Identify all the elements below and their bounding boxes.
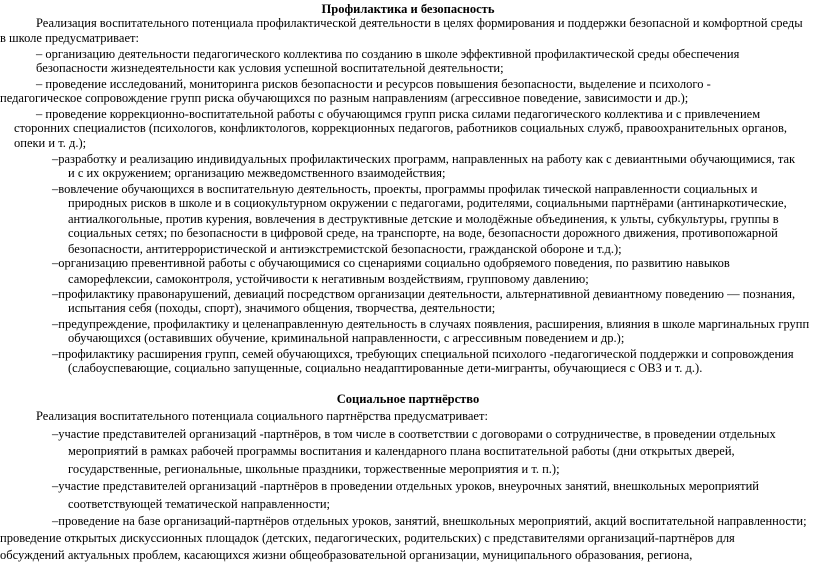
list-item: соответствующей тематической направленности; [68, 497, 331, 511]
list-item: – проведение исследований, мониторинга рисков безопасности и ресурсов повышения безопасности, выделение и психолого - [36, 77, 711, 91]
list-item: природных рисков в школе и в социокультурном окружении с педагогами, родителями, социальными партнёрами (антинаркотические, [68, 196, 787, 210]
list-item: и с их окружением; организацию межведомственного взаимодействия; [68, 166, 446, 180]
list-item: (слабоуспевающие, социально запущенные, социально неадаптированные дети-мигранты, обучающиеся с ОВЗ и т. д.). [68, 361, 703, 375]
list-item: антиалкогольные, против курения, вовлечения в деструктивные детские и молодёжные объединения, к ульты, субкультуры, группы в [68, 212, 779, 226]
heading-prevention: Профилактика и безопасность [321, 2, 495, 16]
list-item: саморефлексии, самоконтроля, устойчивости к негативным воздействиям, групповому давлению; [68, 272, 589, 286]
list-item: – организацию деятельности педагогического коллектива по созданию в школе эффективной профилактической среды обеспечения [36, 47, 740, 61]
list-item: –предупреждение, профилактику и целенаправленную деятельность в случаях появления, расширения, влияния в школе маргинальных групп [52, 317, 810, 331]
list-item: опеки и т. д.); [14, 136, 87, 150]
list-item: –проведение на базе организаций-партнёров отдельных уроков, занятий, внешкольных мероприятий, акций воспитательной направленности; [52, 514, 807, 528]
heading-social-partnership: Социальное партнёрство [336, 392, 480, 406]
paragraph-line: в школе предусматривает: [0, 31, 139, 45]
list-item: –участие представителей организаций -партнёров в проведении отдельных уроков, внеурочных занятий, внешкольных мероприятий [52, 479, 759, 493]
list-item: испытания себя (походы, спорт), значимого общения, творчества, деятельности; [68, 301, 496, 315]
list-item: педагогическое сопровождение групп риска обучающихся по разным направлениям (агрессивное поведение, зависимости и др.); [0, 91, 689, 105]
list-item: обсуждений актуальных проблем, касающихся жизни общеобразовательной организации, муниципального образования, региона, [0, 548, 693, 562]
list-item: безопасности жизнедеятельности как условия успешной воспитательной деятельности; [36, 61, 504, 75]
list-item: –организацию превентивной работы с обучающимися со сценариями социально одобряемого поведения, по развитию навыков [52, 256, 730, 270]
list-item: мероприятий в рамках рабочей программы воспитания и календарного плана воспитательной работы (дни открытых дверей, [68, 444, 735, 458]
list-item: – проведение коррекционно-воспитательной работы с обучающимся групп риска силами педагогического коллектива и с привлечением [36, 107, 761, 121]
list-item: безопасности, антитеррористической и антиэкстремистской безопасности, гражданской обороне и т.д.); [68, 242, 622, 256]
list-item: сторонних специалистов (психологов, конфликтологов, коррекционных педагогов, работников социальных служб, правоохранительных органов, [14, 121, 787, 135]
list-item: –участие представителей организаций -партнёров, в том числе в соответствии с договорами о сотрудничестве, в проведении отдельных [52, 427, 776, 441]
list-item: обучающихся (оставивших обучение, криминальной направленности, с агрессивным поведением и др.); [68, 331, 625, 345]
list-item: государственные, региональные, школьные праздники, торжественные мероприятия и т. п.); [68, 462, 560, 476]
paragraph-line: Реализация воспитательного потенциала профилактической деятельности в целях формирования и поддержки безопасной и комфортной среды [36, 16, 803, 30]
list-item: социальных сетях; по безопасности в цифровой среде, на транспорте, на воде, безопасности дорожного движения, противопожарной [68, 226, 778, 240]
list-item: –разработку и реализацию индивидуальных профилактических программ, направленных на работу как с девиантными обучающимися, так [52, 152, 796, 166]
list-item: –профилактику расширения групп, семей обучающихся, требующих специальной психолого -педагогической поддержки и сопровождения [52, 347, 794, 361]
list-item: проведение открытых дискуссионных площадок (детских, педагогических, родительских) с представителями организаций-партнёров для [0, 531, 735, 545]
list-item: –профилактику правонарушений, девиаций посредством организации деятельности, альтернативной девиантному поведению — познания, [52, 287, 796, 301]
paragraph-line: Реализация воспитательного потенциала социального партнёрства предусматривает: [36, 409, 488, 423]
list-item: –вовлечение обучающихся в воспитательную деятельность, проекты, программы профилак тической направленности социальных и [52, 182, 758, 196]
